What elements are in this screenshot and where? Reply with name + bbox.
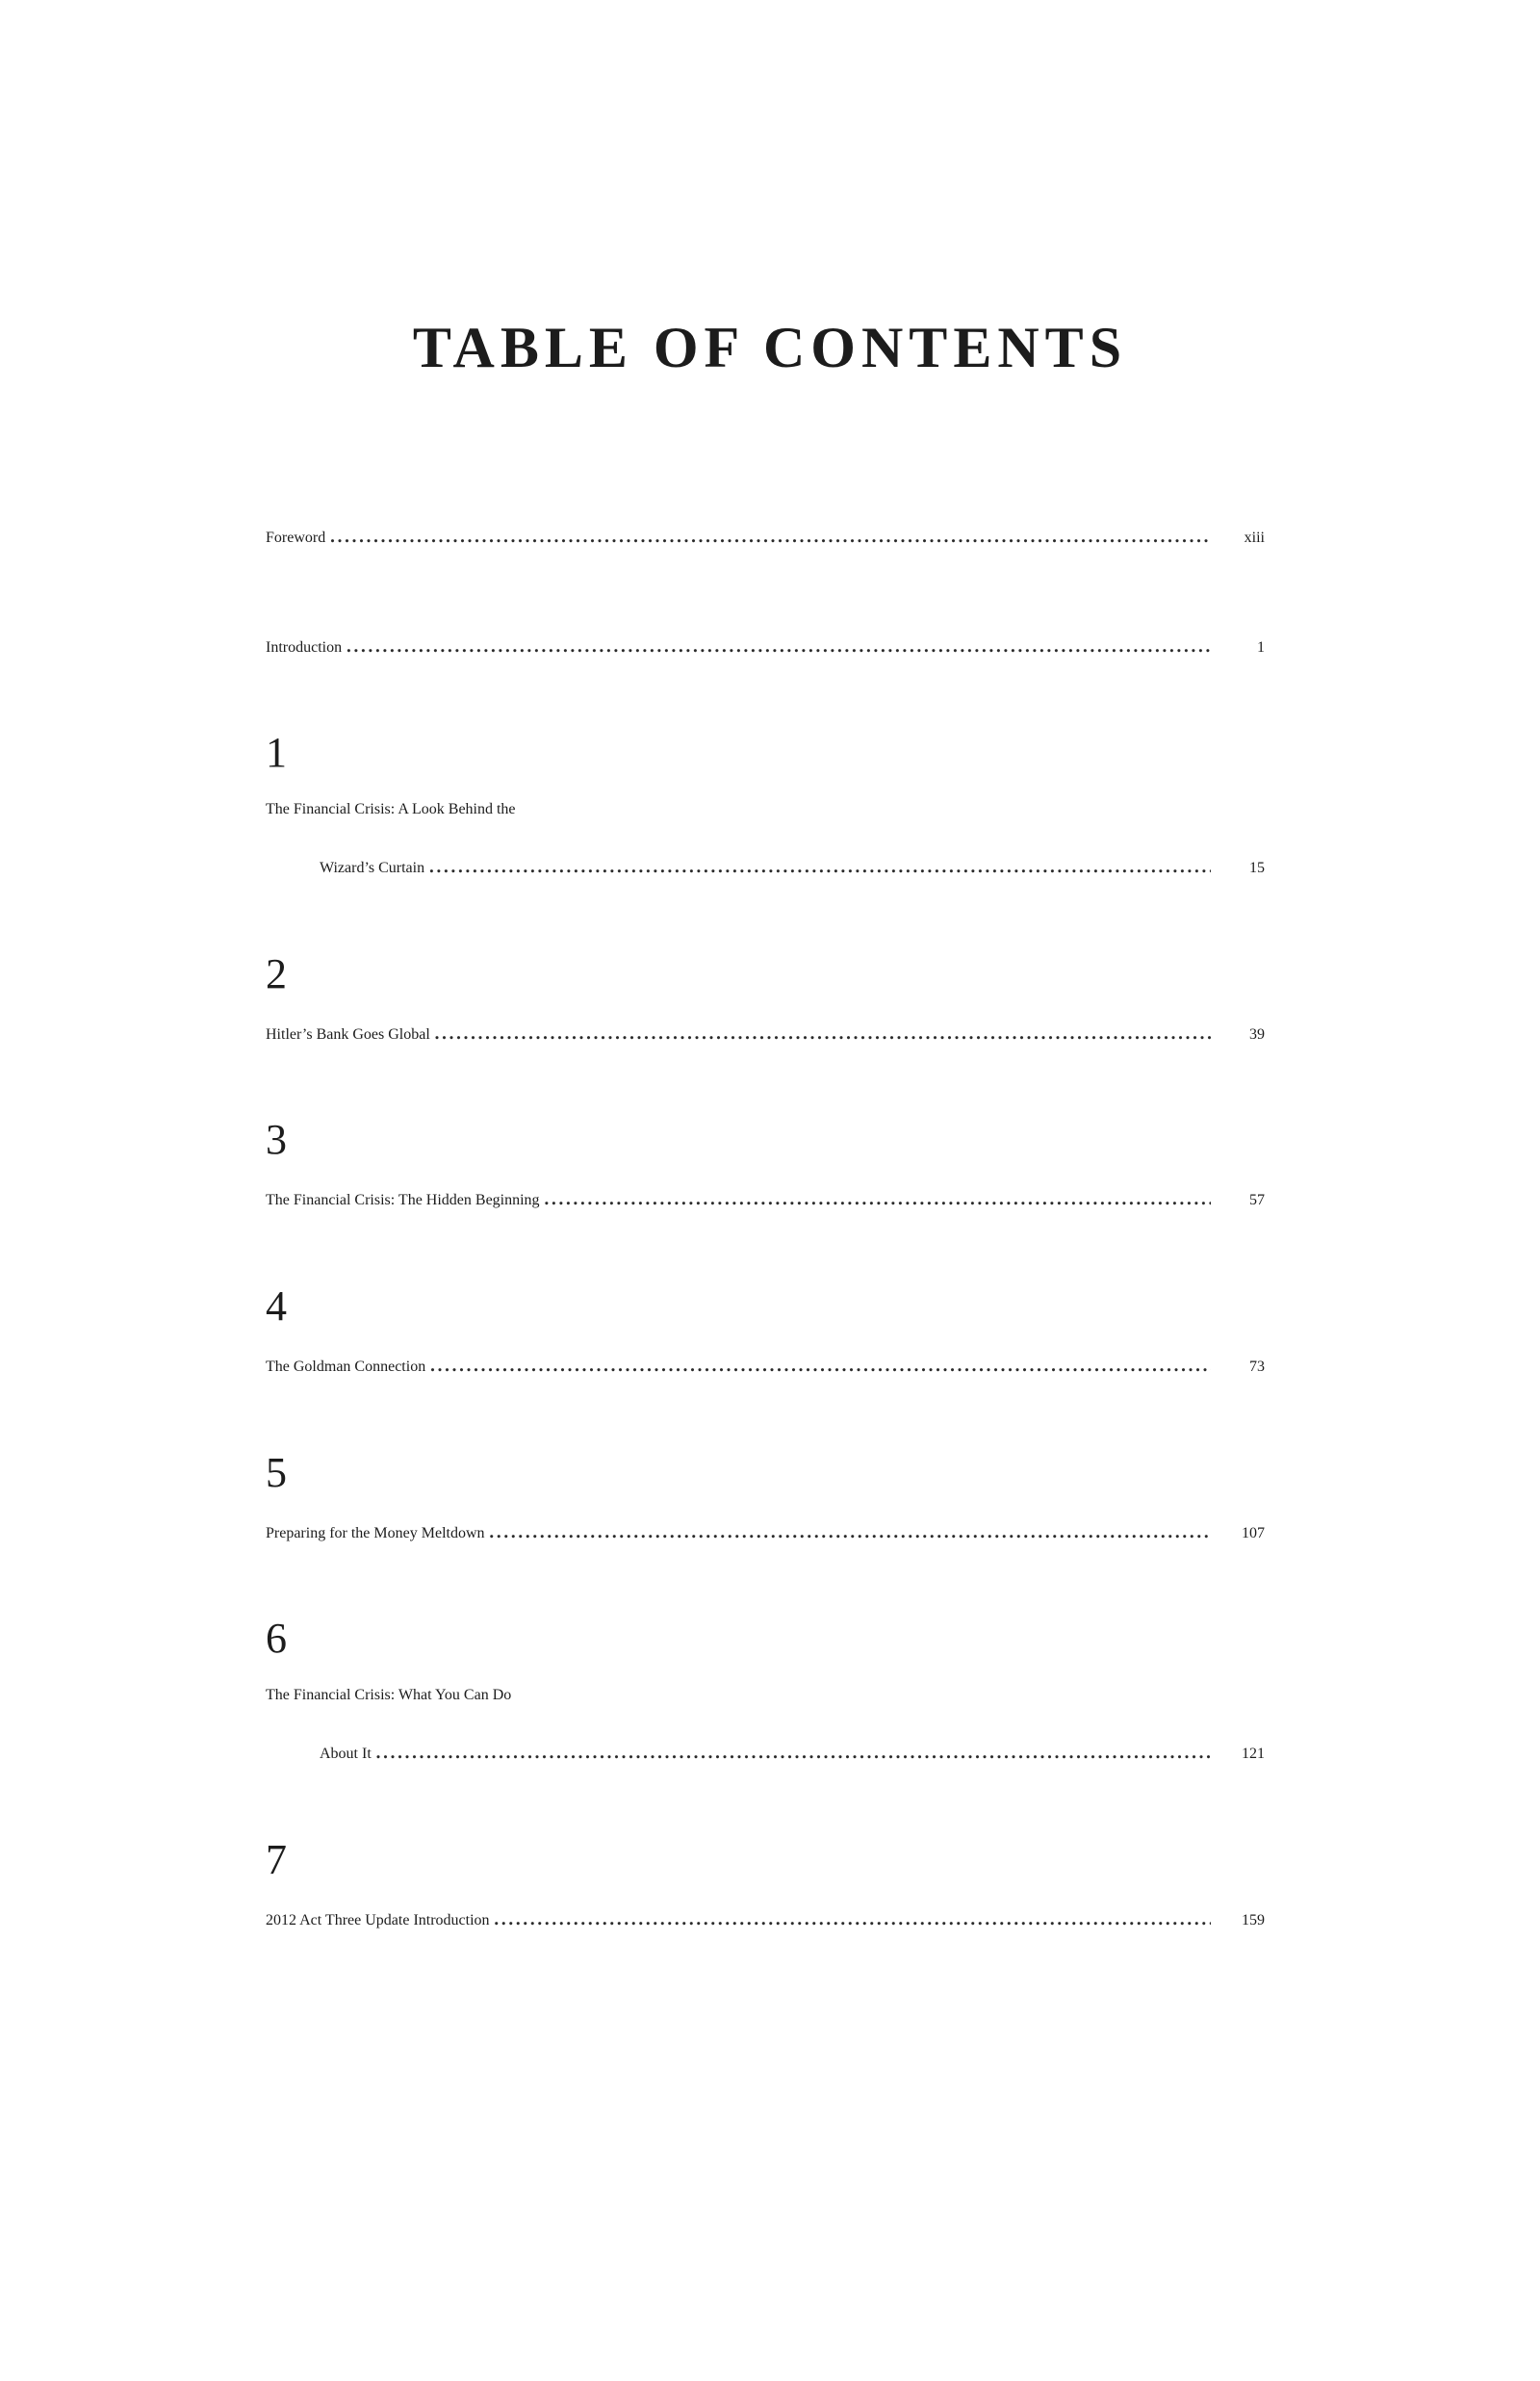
toc-entry-chapter-1-line1[interactable] [266,783,1265,837]
toc-entry-chapter-6[interactable] [320,1723,1265,1777]
page-number: 57 [1249,1192,1265,1208]
entry-title: The Financial Crisis: A Look Behind the [266,801,516,817]
toc-entry-introduction[interactable] [266,617,1265,671]
entry-title: Foreword [266,530,326,546]
entry-title: About It [320,1746,372,1762]
toc-entry-chapter-4[interactable] [266,1336,1265,1390]
entry-title: The Goldman Connection [266,1359,426,1375]
page-number: 121 [1242,1746,1265,1762]
leader-dots [489,1503,1211,1561]
chapter-number: 5 [266,1449,287,1496]
entry-title: Wizard’s Curtain [320,860,425,876]
leader-dots [346,617,1211,675]
page-number: 159 [1242,1912,1265,1928]
toc-entry-chapter-7[interactable] [266,1890,1265,1944]
entry-title: 2012 Act Three Update Introduction [266,1912,490,1928]
chapter-number: 2 [266,950,287,997]
toc-entry-chapter-2[interactable] [266,1004,1265,1058]
leader-dots [429,1336,1211,1394]
toc-entry-chapter-1[interactable] [320,838,1265,892]
leader-dots [428,838,1211,895]
toc-entry-foreword[interactable] [266,507,1265,561]
page-number: xiii [1244,530,1265,546]
page-number: 15 [1249,860,1265,876]
leader-dots [494,1890,1211,1948]
page-number: 73 [1249,1359,1265,1375]
entry-title: The Financial Crisis: The Hidden Beginning [266,1192,540,1208]
toc-entry-chapter-3[interactable] [266,1170,1265,1224]
chapter-number: 3 [266,1116,287,1163]
leader-dots [375,1723,1211,1781]
chapter-number: 7 [266,1836,287,1883]
leader-dots [544,1170,1211,1228]
chapter-number: 1 [266,729,287,776]
entry-title: Preparing for the Money Meltdown [266,1525,485,1541]
entry-title: Hitler’s Bank Goes Global [266,1026,430,1043]
entry-title: Introduction [266,639,343,656]
page-title: TABLE OF CONTENTS [412,316,1128,379]
leader-dots [434,1004,1211,1062]
page-number: 1 [1257,639,1265,656]
entry-title: The Financial Crisis: What You Can Do [266,1687,512,1703]
chapter-number: 4 [266,1282,287,1330]
chapter-number: 6 [266,1615,287,1662]
toc-entry-chapter-5[interactable] [266,1503,1265,1557]
toc-entry-chapter-6-line1[interactable] [266,1669,1265,1722]
page-number: 39 [1249,1026,1265,1043]
leader-dots [329,507,1211,565]
page-number: 107 [1242,1525,1265,1541]
